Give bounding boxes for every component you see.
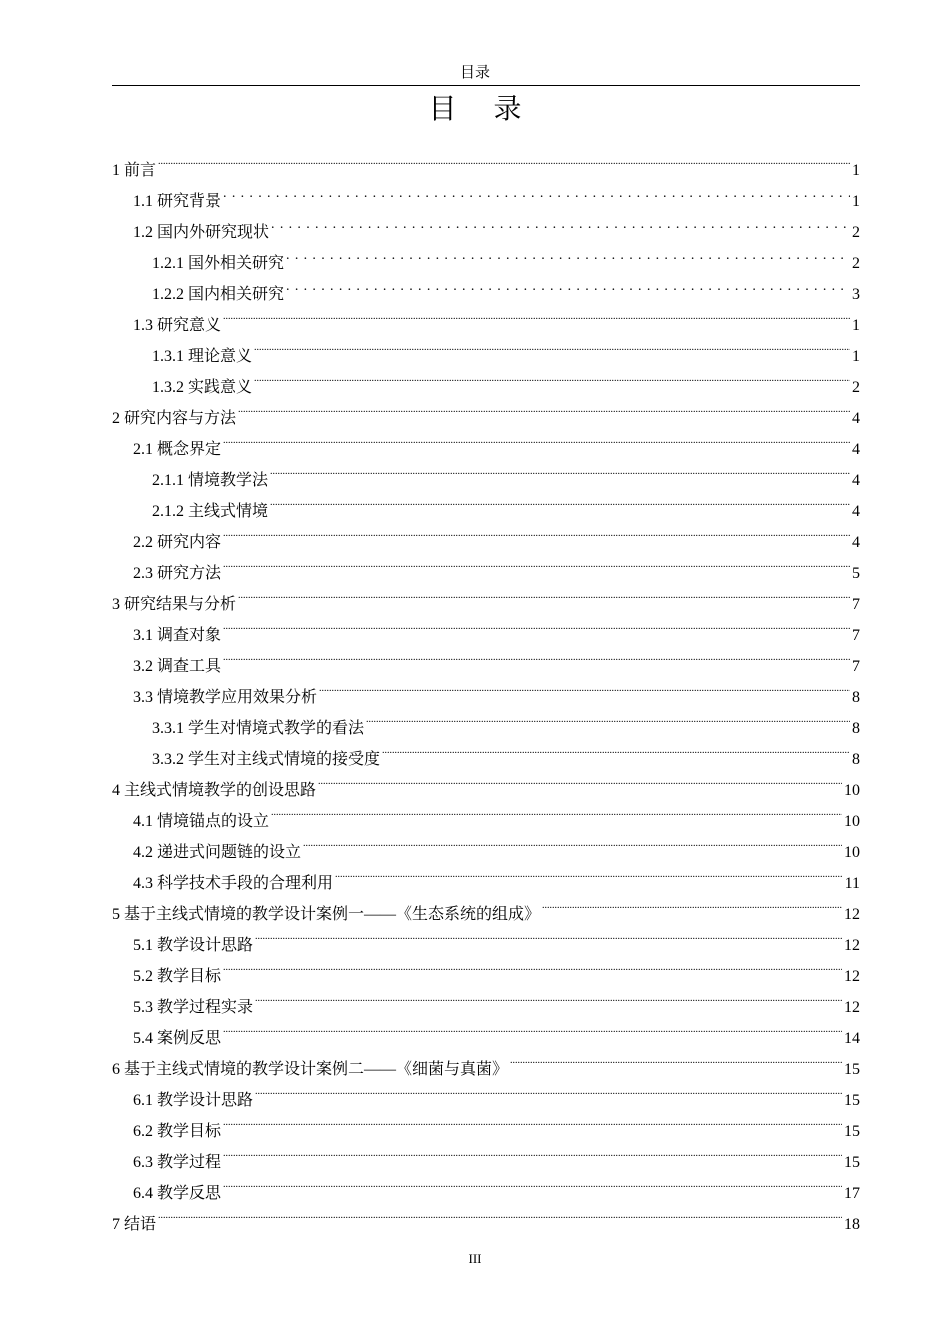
toc-entry-page: 14 xyxy=(844,1030,860,1047)
toc-entry-page: 8 xyxy=(852,751,860,768)
toc-dot-leader xyxy=(270,454,850,485)
toc-entry-page: 4 xyxy=(852,472,860,489)
toc-entry-label: 6.4 教学反思 xyxy=(133,1185,222,1202)
header-rule xyxy=(112,85,860,86)
toc-entry-page: 4 xyxy=(852,534,860,551)
toc-dot-leader xyxy=(223,1012,842,1043)
toc-entry-page: 1 xyxy=(852,317,860,334)
toc-dot-leader xyxy=(255,919,842,950)
toc-entry[interactable] xyxy=(112,981,860,1016)
toc-dot-leader xyxy=(238,392,850,423)
toc-entry[interactable] xyxy=(112,671,860,706)
toc-entry[interactable] xyxy=(112,1105,860,1140)
toc-entry[interactable] xyxy=(112,578,860,613)
toc-entry-label: 5.1 教学设计思路 xyxy=(133,937,254,954)
toc-entry-label: 1.3.2 实践意义 xyxy=(152,379,253,396)
toc-dot-leader xyxy=(271,795,842,826)
toc-entry[interactable] xyxy=(112,144,860,179)
toc-entry-label: 5.3 教学过程实录 xyxy=(133,999,254,1016)
toc-entry-page: 4 xyxy=(852,441,860,458)
toc-dot-leader xyxy=(254,330,850,361)
toc-entry[interactable] xyxy=(112,1136,860,1171)
toc-entry-label: 6.1 教学设计思路 xyxy=(133,1092,254,1109)
toc-entry[interactable] xyxy=(112,516,860,551)
toc-entry-label: 2.1.2 主线式情境 xyxy=(152,503,269,520)
toc-dot-leader xyxy=(223,299,850,330)
toc-entry-page: 2 xyxy=(852,224,860,241)
toc-entry[interactable] xyxy=(112,950,860,985)
toc-entry[interactable] xyxy=(112,1167,860,1202)
toc-dot-leader xyxy=(542,888,842,919)
toc-entry-page: 1 xyxy=(852,348,860,365)
toc-entry-page: 18 xyxy=(844,1216,860,1233)
toc-entry-label: 3.2 调查工具 xyxy=(133,658,222,675)
toc-entry-page: 2 xyxy=(852,379,860,396)
toc-entry-page: 17 xyxy=(844,1185,860,1202)
toc-entry-page: 7 xyxy=(852,596,860,613)
toc-dot-leader xyxy=(223,640,850,671)
toc-entry-label: 1.2.2 国内相关研究 xyxy=(152,286,285,303)
toc-entry-label: 1.2.1 国外相关研究 xyxy=(152,255,285,272)
toc-entry-page: 7 xyxy=(852,658,860,675)
toc-entry[interactable] xyxy=(112,640,860,675)
toc-entry-label: 2 研究内容与方法 xyxy=(112,410,237,427)
toc-entry[interactable] xyxy=(112,1198,860,1233)
toc-entry-page: 10 xyxy=(844,844,860,861)
toc-entry[interactable] xyxy=(112,423,860,458)
toc-entry-label: 6.3 教学过程 xyxy=(133,1154,222,1171)
toc-dot-leader xyxy=(158,144,850,175)
toc-entry-label: 4.1 情境锚点的设立 xyxy=(133,813,270,830)
toc-dot-leader xyxy=(254,361,850,392)
toc-dot-leader xyxy=(510,1043,842,1074)
toc-entry-label: 2.2 研究内容 xyxy=(133,534,222,551)
toc-entry-label: 1.2 国内外研究现状 xyxy=(133,224,270,241)
toc-entry-page: 3 xyxy=(852,286,860,303)
toc-entry[interactable] xyxy=(112,1043,860,1078)
toc-entry-page: 12 xyxy=(844,937,860,954)
toc-dot-leader xyxy=(303,826,842,857)
toc-entry-label: 2.3 研究方法 xyxy=(133,565,222,582)
toc-entry-label: 1 前言 xyxy=(112,162,157,179)
toc-entry-label: 4.3 科学技术手段的合理利用 xyxy=(133,875,334,892)
toc-dot-leader xyxy=(319,671,850,702)
toc-entry-label: 1.3 研究意义 xyxy=(133,317,222,334)
toc-entry-label: 3.1 调查对象 xyxy=(133,627,222,644)
toc-entry-label: 3.3 情境教学应用效果分析 xyxy=(133,689,318,706)
toc-dot-leader xyxy=(286,237,850,268)
toc-entry-label: 2.1 概念界定 xyxy=(133,441,222,458)
toc-dot-leader xyxy=(223,950,842,981)
toc-title: 目 录 xyxy=(428,92,536,125)
toc-entry[interactable] xyxy=(112,206,860,241)
page-number: III xyxy=(468,1251,482,1266)
running-header: 目录 xyxy=(459,65,490,81)
toc-entry-page: 10 xyxy=(844,782,860,799)
toc-entry[interactable] xyxy=(112,299,860,334)
toc-entry-label: 1.3.1 理论意义 xyxy=(152,348,253,365)
toc-entry-page: 12 xyxy=(844,906,860,923)
toc-entry-page: 4 xyxy=(852,410,860,427)
toc-dot-leader xyxy=(223,547,850,578)
toc-dot-leader xyxy=(223,1136,842,1167)
toc-dot-leader xyxy=(286,268,850,299)
toc-entry-label: 4 主线式情境教学的创设思路 xyxy=(112,782,317,799)
toc-entry-page: 11 xyxy=(844,875,860,892)
toc-dot-leader xyxy=(238,578,850,609)
toc-dot-leader xyxy=(318,764,842,795)
toc-entry-page: 8 xyxy=(852,720,860,737)
toc-dot-leader xyxy=(223,175,850,206)
toc-dot-leader xyxy=(158,1198,842,1229)
toc-dot-leader xyxy=(223,609,850,640)
toc-entry[interactable] xyxy=(112,330,860,365)
toc-entry-label: 3.3.2 学生对主线式情境的接受度 xyxy=(152,751,381,768)
toc-entry-page: 15 xyxy=(844,1092,860,1109)
toc-entry-label: 5 基于主线式情境的教学设计案例一——《生态系统的组成》 xyxy=(112,906,541,923)
toc-dot-leader xyxy=(223,516,850,547)
toc-dot-leader xyxy=(223,1105,842,1136)
toc-dot-leader xyxy=(255,1074,842,1105)
toc-list xyxy=(112,144,860,1233)
toc-entry-page: 1 xyxy=(852,162,860,179)
toc-dot-leader xyxy=(255,981,842,1012)
toc-entry[interactable] xyxy=(112,1012,860,1047)
toc-entry-page: 12 xyxy=(844,999,860,1016)
toc-entry-page: 10 xyxy=(844,813,860,830)
toc-entry-page: 15 xyxy=(844,1061,860,1078)
toc-dot-leader xyxy=(335,857,843,888)
toc-entry-page: 5 xyxy=(852,565,860,582)
toc-dot-leader xyxy=(223,1167,842,1198)
toc-entry-page: 15 xyxy=(844,1154,860,1171)
toc-entry-label: 7 结语 xyxy=(112,1216,157,1233)
toc-entry-page: 1 xyxy=(852,193,860,210)
toc-entry-label: 3.3.1 学生对情境式教学的看法 xyxy=(152,720,365,737)
toc-entry[interactable] xyxy=(112,609,860,644)
toc-entry-page: 15 xyxy=(844,1123,860,1140)
toc-entry-label: 5.4 案例反思 xyxy=(133,1030,222,1047)
toc-entry-label: 5.2 教学目标 xyxy=(133,968,222,985)
toc-dot-leader xyxy=(223,423,850,454)
toc-entry-label: 3 研究结果与分析 xyxy=(112,596,237,613)
toc-entry-label: 2.1.1 情境教学法 xyxy=(152,472,269,489)
toc-entry-page: 4 xyxy=(852,503,860,520)
toc-entry-page: 8 xyxy=(852,689,860,706)
toc-entry-label: 6.2 教学目标 xyxy=(133,1123,222,1140)
toc-entry-page: 2 xyxy=(852,255,860,272)
toc-entry[interactable] xyxy=(112,175,860,210)
toc-dot-leader xyxy=(271,206,850,237)
toc-dot-leader xyxy=(270,485,850,516)
toc-entry-label: 4.2 递进式问题链的设立 xyxy=(133,844,302,861)
toc-entry[interactable] xyxy=(112,454,860,489)
toc-dot-leader xyxy=(382,733,850,764)
toc-entry-label: 6 基于主线式情境的教学设计案例二——《细菌与真菌》 xyxy=(112,1061,509,1078)
toc-entry-page: 12 xyxy=(844,968,860,985)
toc-dot-leader xyxy=(366,702,850,733)
toc-entry[interactable] xyxy=(112,547,860,582)
toc-entry-label: 1.1 研究背景 xyxy=(133,193,222,210)
toc-entry-page: 7 xyxy=(852,627,860,644)
